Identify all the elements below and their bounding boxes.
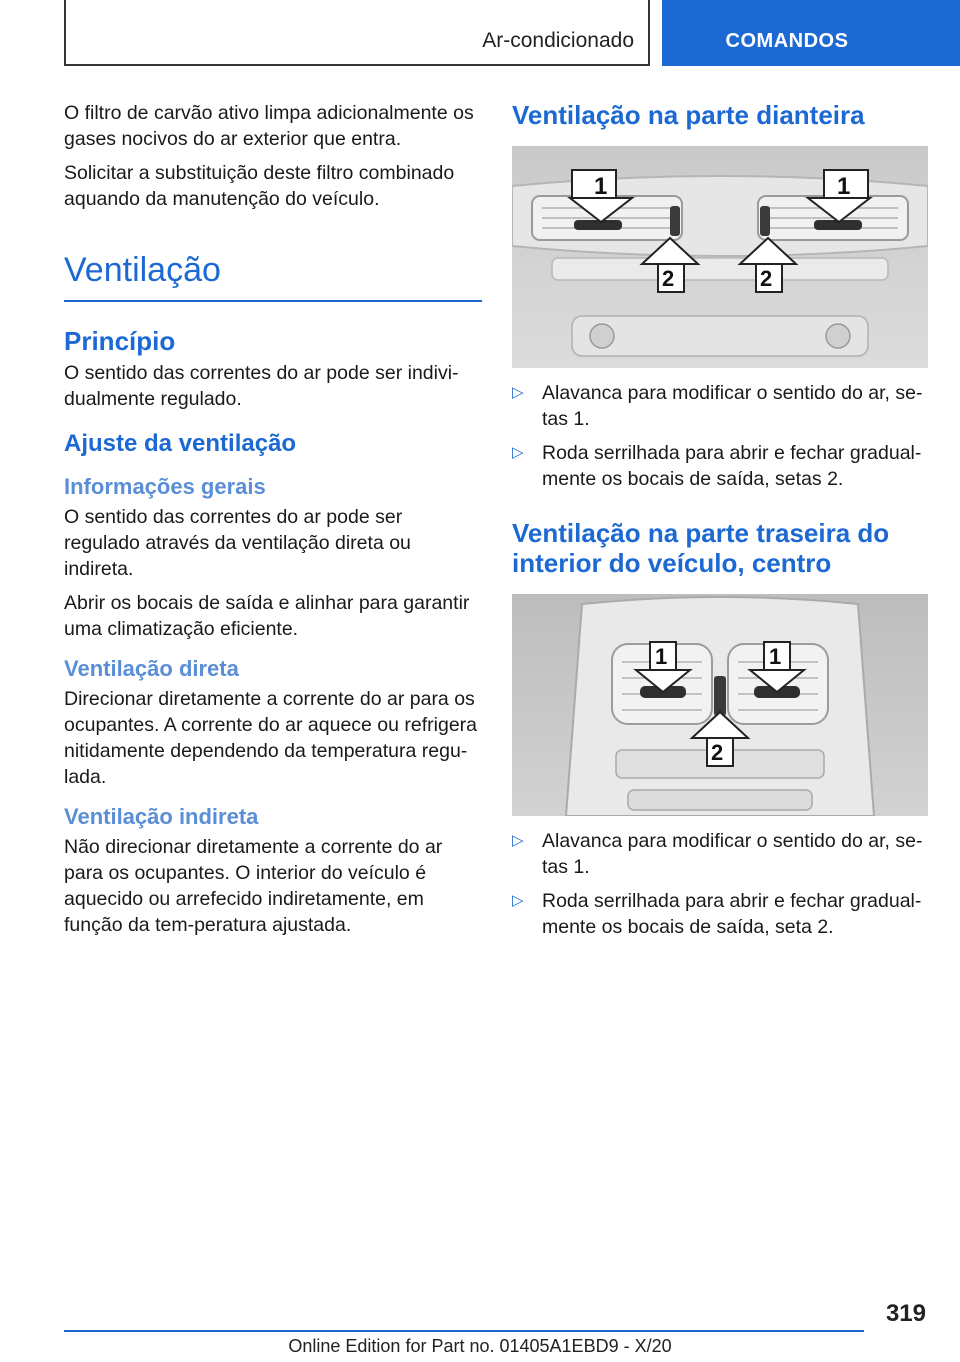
svg-text:2: 2: [760, 266, 773, 291]
indireta-heading: Ventilação indireta: [64, 804, 259, 829]
info-heading: Informações gerais: [64, 474, 266, 499]
direta-heading: Ventilação direta: [64, 656, 239, 681]
rear-thumbwheel: [714, 676, 726, 716]
header-chapter-title: Ar-condicionado: [482, 29, 634, 52]
svg-text:1: 1: [655, 644, 668, 669]
bullet-triangle-icon: ▷: [512, 444, 524, 461]
front-right-thumbwheel: [760, 206, 770, 236]
front-left-thumbwheel: [670, 206, 680, 236]
intro-paragraph-2: Solicitar a substituição deste filtro combinado aquando da manutenção do veículo.: [64, 162, 455, 210]
indireta-text: Não direcionar diretamente a corrente do ar para os ocupantes. O interior do veículo é aquecido ou arrefecido indiretamente, em função da tem-peratura ajustada.: [64, 836, 443, 936]
info-paragraph-1: O sentido das correntes do ar pode ser regulado através da ventilação direta ou indireta.: [64, 506, 411, 580]
svg-text:2: 2: [711, 740, 724, 765]
list-item: ▷ Alavanca para modificar o sentido do ar, se-tas 1.: [512, 382, 923, 430]
intro-paragraph-1: O filtro de carvão ativo limpa adicionalmente os gases nocivos do ar exterior que entra.: [64, 102, 474, 150]
rear-vent-heading: Ventilação na parte traseira do interior do veículo, centro: [512, 518, 890, 578]
svg-text:1: 1: [594, 173, 608, 200]
bullet-triangle-icon: ▷: [512, 892, 524, 909]
principio-heading: Princípio: [64, 326, 176, 356]
svg-text:2: 2: [662, 266, 675, 291]
front-vent-heading: Ventilação na parte dianteira: [512, 100, 865, 130]
front-vent-figure: [512, 146, 928, 368]
header-section-label: COMANDOS: [725, 30, 849, 52]
left-column: [64, 100, 482, 946]
bullet-triangle-icon: ▷: [512, 832, 524, 849]
ajuste-heading: Ajuste da ventilação: [64, 430, 297, 457]
header-section-tab: [662, 0, 960, 66]
list-item: ▷ Roda serrilhada para abrir e fechar gradual-mente os bocais de saída, setas 2.: [512, 442, 922, 490]
bullet-triangle-icon: ▷: [512, 384, 524, 401]
rear-vent-figure: [512, 594, 928, 816]
chapter-title: Ventilação: [64, 246, 482, 302]
header-chapter-box: [64, 0, 650, 66]
info-paragraph-2: Abrir os bocais de saída e alinhar para garantir uma climatização eficiente.: [64, 592, 470, 640]
direta-text: Direcionar diretamente a corrente do ar para os ocupantes. A corrente do ar aquece ou refrigera nitidamente dependendo da temperatura regu-lada.: [64, 688, 478, 788]
rear-vent-bullets: [512, 828, 928, 940]
svg-text:1: 1: [769, 644, 782, 669]
front-vent-bullets: [512, 380, 928, 492]
footer-edition: Online Edition for Part no. 01405A1EBD9 - X/20: [288, 1336, 672, 1356]
svg-text:1: 1: [837, 173, 851, 200]
rear-vent-illustration: [512, 594, 928, 816]
front-vent-illustration: [512, 146, 928, 368]
right-column: [512, 100, 928, 948]
page-number: 319: [885, 1300, 926, 1327]
list-item: ▷ Roda serrilhada para abrir e fechar gradual-mente os bocais de saída, seta 2.: [512, 890, 922, 938]
footer-divider: [64, 1330, 864, 1332]
principio-text: O sentido das correntes do ar pode ser indivi-dualmente regulado.: [64, 362, 459, 410]
front-left-lever: [574, 220, 622, 230]
list-item: ▷ Alavanca para modificar o sentido do ar, se-tas 1.: [512, 830, 923, 878]
